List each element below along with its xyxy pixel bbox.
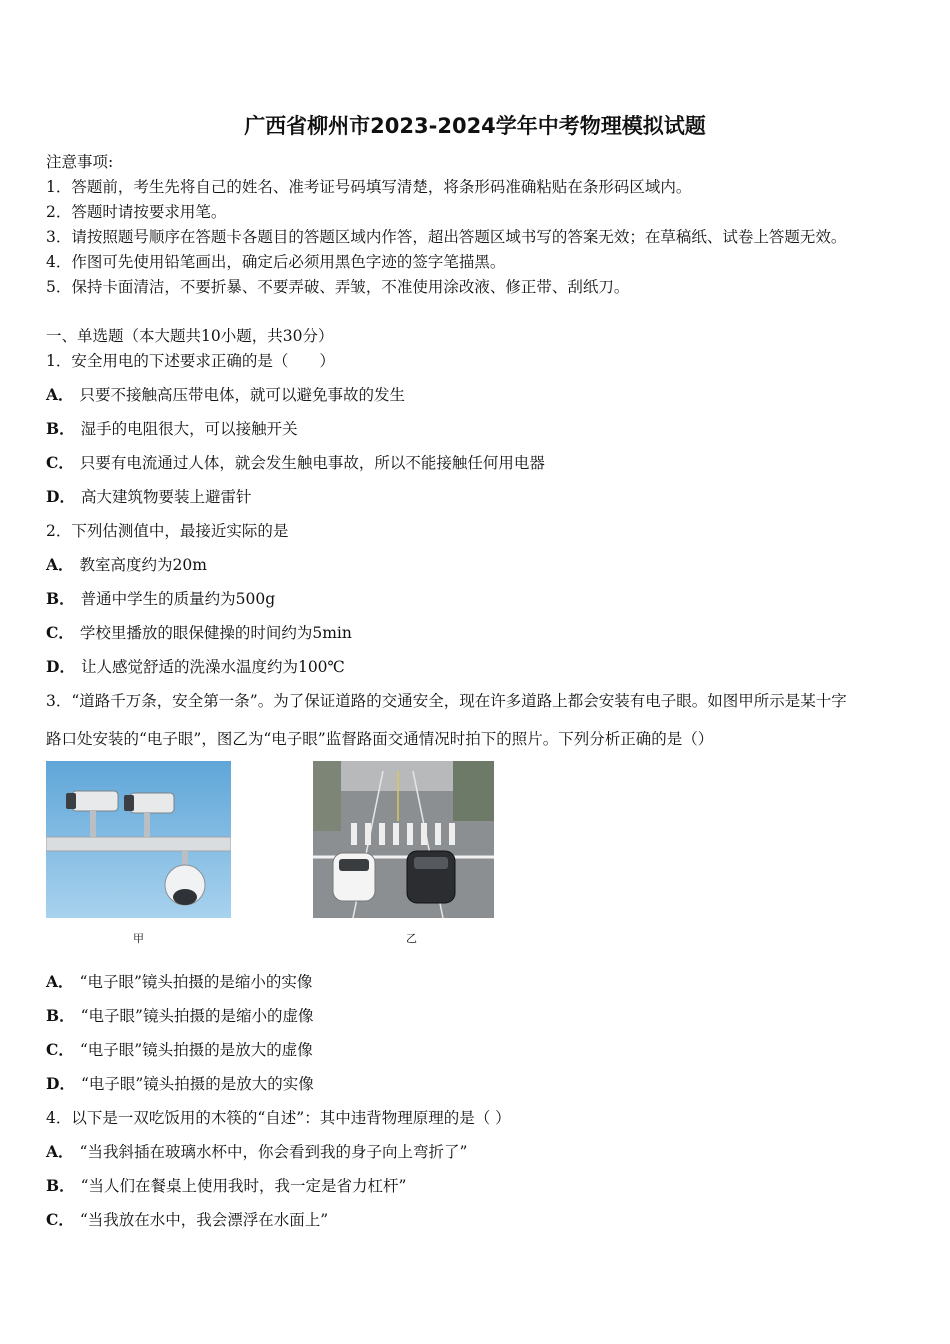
q3-option-c [46, 1040, 313, 1060]
option-text: 学校里播放的眼保健操的时间约为5min [79, 624, 352, 642]
q1-option-c [46, 453, 545, 473]
option-letter: B． [46, 589, 75, 608]
q4-option-b [46, 1176, 406, 1196]
option-text: “当人们在餐桌上使用我时，我一定是省力杠杆” [80, 1177, 407, 1195]
page-title: 广西省柳州市2023-2024学年中考物理模拟试题 [244, 114, 706, 138]
q2-option-b [46, 589, 275, 609]
notice-item: 5．保持卡面清洁，不要折暴、不要弄破、弄皱，不准使用涂改液、修正带、刮纸刀。 [46, 278, 630, 296]
option-letter: C． [46, 1040, 74, 1059]
figure-road-photo [313, 761, 494, 918]
question-1-stem: 1．安全用电的下述要求正确的是（ ） [46, 352, 335, 370]
q2-option-a [46, 555, 207, 575]
option-letter: A． [46, 1142, 74, 1161]
option-text: 让人感觉舒适的洗澡水温度约为100℃ [80, 658, 345, 676]
q3-option-a [46, 972, 312, 992]
option-letter: D． [46, 657, 75, 676]
option-letter: C． [46, 623, 74, 642]
q2-option-c [46, 623, 352, 643]
option-text: “当我放在水中，我会漂浮在水面上” [79, 1211, 329, 1229]
notice-item: 3．请按照题号顺序在答题卡各题目的答题区域内作答，超出答题区域书写的答案无效；在草稿纸、试卷上答题无效。 [46, 228, 847, 246]
option-text: 普通中学生的质量约为500g [80, 590, 276, 608]
notice-item: 1．答题前，考生先将自己的姓名、准考证号码填写清楚，将条形码准确粘贴在条形码区域内。 [46, 178, 692, 196]
question-3-stem-line2: 路口处安装的“电子眼”，图乙为“电子眼”监督路面交通情况时拍下的照片。下列分析正确的是（） [46, 730, 714, 748]
option-text: 高大建筑物要装上避雷针 [80, 488, 252, 506]
figure-caption-b: 乙 [406, 932, 417, 945]
option-letter: D． [46, 487, 75, 506]
notice-heading: 注意事项: [46, 153, 114, 171]
q1-option-b [46, 419, 298, 439]
q2-option-d [46, 657, 345, 677]
option-letter: C． [46, 453, 74, 472]
q3-option-b [46, 1006, 313, 1026]
q4-option-a [46, 1142, 467, 1162]
option-letter: D． [46, 1074, 75, 1093]
camera-illustration [46, 761, 231, 918]
question-2-stem: 2．下列估测值中，最接近实际的是 [46, 522, 289, 540]
q1-option-d [46, 487, 251, 507]
option-text: “电子眼”镜头拍摄的是放大的实像 [80, 1075, 314, 1093]
option-text: 湿手的电阻很大，可以接触开关 [80, 420, 298, 438]
option-text: 只要不接触高压带电体，就可以避免事故的发生 [79, 386, 406, 404]
option-letter: B． [46, 1006, 75, 1025]
option-letter: C． [46, 1210, 74, 1229]
q3-option-d [46, 1074, 314, 1094]
option-letter: A． [46, 385, 74, 404]
q4-option-c [46, 1210, 328, 1230]
option-letter: A． [46, 555, 74, 574]
option-letter: B． [46, 419, 75, 438]
option-letter: B． [46, 1176, 75, 1195]
option-text: “电子眼”镜头拍摄的是缩小的虚像 [80, 1007, 314, 1025]
option-text: “当我斜插在玻璃水杯中，你会看到我的身子向上弯折了” [79, 1143, 468, 1161]
option-text: 只要有电流通过人体，就会发生触电事故，所以不能接触任何用电器 [79, 454, 545, 472]
road-illustration [313, 761, 494, 918]
question-4-stem: 4．以下是一双吃饭用的木筷的“自述”：其中违背物理原理的是（ ） [46, 1109, 511, 1127]
figure-camera-photo [46, 761, 231, 918]
question-3-stem-line1: 3．“道路千万条，安全第一条”。为了保证道路的交通安全，现在许多道路上都会安装有电子眼。如图甲所示是某十字 [46, 692, 847, 710]
option-letter: A． [46, 972, 74, 991]
notice-item: 2．答题时请按要求用笔。 [46, 203, 227, 221]
section-heading: 一、单选题（本大题共10小题，共30分） [46, 327, 334, 345]
option-text: “电子眼”镜头拍摄的是放大的虚像 [79, 1041, 313, 1059]
option-text: 教室高度约为20m [79, 556, 207, 574]
option-text: “电子眼”镜头拍摄的是缩小的实像 [79, 973, 313, 991]
q1-option-a [46, 385, 405, 405]
figure-caption-a: 甲 [133, 932, 144, 945]
notice-item: 4．作图可先使用铅笔画出，确定后必须用黑色字迹的签字笔描黑。 [46, 253, 506, 271]
